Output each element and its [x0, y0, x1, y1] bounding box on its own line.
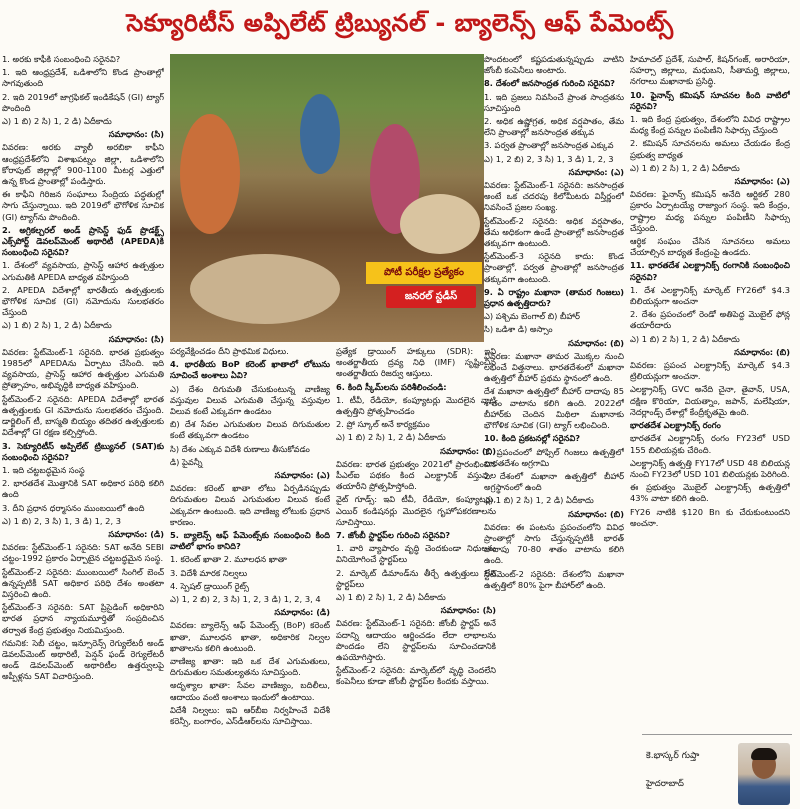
column-2	[170, 346, 330, 808]
answer: సమాధానం: (డి)	[274, 607, 330, 618]
avatar	[738, 743, 790, 805]
paragraph: 3. విదేశీ మారక నిల్వలు	[170, 567, 248, 578]
paragraph: సి) ఒడిశా డి) అస్సాం	[484, 324, 553, 335]
photo-shape	[300, 94, 340, 174]
paragraph: పొందటంలో కష్టపడుతున్నప్పుడు వాటిని జోంబీ కంపెనీలు అంటారు.	[484, 54, 624, 76]
paragraph: 2. అధిక ఉష్ణోగ్రత, అధిక వర్షపాతం, తేమ లేని ప్రాంతాల్లో జనసాంద్రత తక్కువ	[484, 116, 624, 138]
paragraph: విదేశీ నిల్వలు: ఇవి ఆర్‌బీఐ నిర్వహించే విదేశీ కరెన్సీ, బంగారం, ఎస్‌డీఆర్‌లను సూచిస్తాయి.	[170, 704, 330, 727]
paragraph: 1. ఇది ఆంధ్రప్రదేశ్, ఒడిశాలోని కొండ ప్రాంతాల్లో సాగవుతుంది	[2, 67, 164, 89]
paragraph: ఎ) 1 బి) 2 సి) 1, 2 డి) ఏదీకాదు	[484, 495, 594, 506]
column-3	[336, 346, 496, 808]
paragraph: దేశ మఖానా ఉత్పత్తిలో బీహార్ దాదాపు 85 శాతం వాటాను కలిగి ఉంది. 2022లో బీహార్‌కు చెందిన మిథిలా మఖానాకు భౌగోళిక సూచిక (GI) ట్యాగ్ లభించింది.	[484, 386, 624, 431]
paragraph: పర్యవేక్షించడం దీని ప్రాథమిక విధులు.	[170, 346, 289, 356]
paragraph: ఎ) 1, 2 బి) 2, 3 సి) 1, 3 డి) 1, 2, 3	[484, 153, 614, 164]
paragraph: వైట్ గూడ్స్: ఇవి టీవీ, రేడియో, కంప్యూటర్లు, ఎయిర్ కండిషనర్లు మొదలైన గృహోపకరణాలను సూచిస్తాయి.	[336, 494, 496, 527]
paragraph: 1. దేశ ఎలక్ట్రానిక్స్ మార్కెట్ FY26లో $4.3 బిలియన్లుగా అంచనా	[630, 284, 790, 307]
paragraph: 2. APEDA విదేశాల్లో భారతీయ ఉత్పత్తులకు భౌగోళిక సూచిక (GI) నమోదును సులభతరం చేస్తుంది	[2, 284, 164, 318]
paragraph: స్టేట్‌మెంట్-2 సరైనది: మార్కెట్‌లో వృద్ధి చెందలేని కంపెనీలు కూడా జోంబీ స్టార్టప్‌ల కిందకు వస్తాయి.	[336, 665, 496, 687]
paragraph: వివరణ: స్టేట్‌మెంట్-1 సరైనది: జనసాంద్రత అంటే ఒక చదరపు కిలోమీటరు విస్తీర్ణంలో నివసించే ప్రజల సంఖ్య.	[484, 180, 624, 213]
answer: సమాధానం: (సి)	[440, 605, 496, 616]
paragraph: FY26 నాటికి $120 Bn కు చేరుకుంటుందని అంచనా.	[630, 506, 790, 528]
question: 6. కింది స్కీమ్‌లను పరిశీలించండి:	[336, 381, 447, 392]
question: 4. భారతీయ BoP కరెంట్ ఖాతాలో లోటును సూచించే అంశాలు ఏవి?	[170, 359, 330, 381]
paragraph: వివరణ: స్టేట్‌మెంట్-1 సరైనది. భారత ప్రభుత్వం 1985లో APEDAను ఏర్పాటు చేసింది. ఇది వ్యవసాయ, ప్రాసెస్డ్ ఆహార ఉత్పత్తుల ఎగుమతి ప్రోత్సాహం, అభివృద్ధికి బాధ్యత వహిస్తుంది.	[2, 346, 164, 391]
paragraph: 1. టీవీ, రేడియో, కంప్యూటర్లు మొదలైన వాటి ఉత్పత్తిని ప్రోత్సహించడం	[336, 394, 496, 417]
subheading: భారతదేశ ఎలక్ట్రానిక్స్ రంగం	[630, 420, 721, 431]
paragraph: 2. భారతదేశ మొత్తానికి SAT అధికార పరిధి కలిగి ఉంది	[2, 478, 164, 500]
paragraph: స్టేట్‌మెంట్-2 సరైనది: దేశంలోని మఖానా ఉత్పత్తిలో 80% పైగా బీహార్‌లో ఉంది.	[484, 568, 624, 590]
column-4	[484, 54, 624, 808]
question: 10. ఫైనాన్స్ కమిషన్‌ సూచనల కింది వాటిలో సరైనవి?	[630, 89, 790, 111]
author-place: హైదరాబాద్	[646, 779, 684, 789]
paragraph: సి) దేశం ఎక్కువ విదేశీ రుణాలు తీసుకోవడం	[170, 443, 310, 454]
paragraph: ఈ కాఫీని గిరిజన సంఘాలు సేంద్రియ పద్ధతుల్లో సాగు చేస్తున్నాయి. ఇది 2019లో భౌగోళిక సూచిక (GI) ట్యాగ్‌ను పొందింది.	[2, 189, 164, 222]
answer: సమాధానం: (సి)	[108, 333, 164, 344]
paragraph: వివరణ: స్టేట్‌మెంట్-1 సరైనది: SAT అనేది SEBI చట్టం-1992 ప్రకారం ఏర్పాటైన చట్టబద్ధమైన సంస్థ.	[2, 542, 164, 564]
question: 2. అగ్రికల్చరల్ అండ్ ప్రాసెస్డ్ ఫుడ్ ప్రొడక్ట్స్ ఎక్స్‌పోర్ట్ డెవలప్‌మెంట్ అథారిటీ (APEDA)కి సంబంధించి సరైనవి?	[2, 224, 164, 258]
photo-shape	[400, 194, 480, 254]
author-name: కె.భాస్కర్ గుప్తా	[646, 751, 700, 761]
question: 5. బ్యాలెన్స్ ఆఫ్ పేమెంట్స్‌కు సంబంధించి కింది వాటిలో భాగం కానిది?	[170, 530, 330, 552]
photo-shape	[190, 254, 340, 324]
paragraph: వివరణ: ఫైనాన్స్ కమిషన్ అనేది ఆర్టికల్ 280 ప్రకారం ఏర్పాటయ్యే రాజ్యాంగ సంస్థ. ఇది కేంద్రం, రాష్ట్రాల మధ్య పన్నుల పంపిణీని సిఫార్సు చేస్తుంది.	[630, 189, 790, 233]
question: 11. భారతదేశ ఎలక్ట్రానిక్స్ రంగానికి సంబంధించి సరైనవి?	[630, 260, 790, 282]
page-title: సెక్యూరిటీస్ అప్పిలేట్ ట్రిబ్యునల్ - బ్యాలెన్స్ ఆఫ్ పేమెంట్స్	[126, 9, 674, 37]
paragraph: 3. పర్వత ప్రాంతాల్లో జనసాంద్రత ఎక్కువ	[484, 140, 614, 151]
avatar-hair	[751, 748, 777, 760]
paragraph: ఎలక్ట్రానిక్స్ GVC అనేది చైనా, తైవాన్, USA, దక్షిణ కొరియా, వియత్నాం, జపాన్, మలేషియా, నెదర్లాండ్స్ దేశాల్లో కేంద్రీకృతమై ఉంది.	[630, 384, 790, 417]
author-box	[642, 734, 792, 809]
paragraph: ఎ) దేశం దిగుమతి చేసుకుంటున్న వాణిజ్య వస్తువుల విలువ ఎగుమతి చేస్తున్న వస్తువుల విలువ కంటే ఎక్కువగా ఉండటం	[170, 383, 330, 417]
paragraph: 3. దీని ప్రధాన ధర్మాసనం ముంబయిలో ఉంది	[2, 502, 145, 513]
paragraph: డి) పైవన్నీ	[170, 456, 203, 467]
answer: సమాధానం: (ఎ)	[274, 470, 330, 481]
paragraph: వాణిజ్య ఖాతా: ఇది ఒక దేశ ఎగుమతులు, దిగుమతుల సమతుల్యతను సూచిస్తుంది.	[170, 656, 330, 678]
paragraph: 2. మార్కెట్ డిమాండ్‌ను తీర్చే ఉత్పత్తులు లేని స్టార్టప్‌లు	[336, 567, 496, 589]
paragraph: ఎ) పశ్చిమ బెంగాల్ బి) బీహార్	[484, 311, 580, 322]
paragraph: 1. వారి వ్యాపారం వృద్ధి చెందకుండా నిధులను వినియోగించే స్టార్టప్‌లు	[336, 543, 496, 565]
answer: సమాధానం: (ఎ)	[734, 176, 790, 187]
paragraph: వివరణ: ప్రపంచ ఎలక్ట్రానిక్స్ మార్కెట్ $4.3 ట్రిలియన్లుగా అంచనా.	[630, 360, 790, 382]
section-banner	[366, 262, 482, 316]
paragraph: స్టేట్‌మెంట్-2 సరైనది: అధిక వర్షపాతం, తేమ అధికంగా ఉండే ప్రాంతాల్లో జనసాంద్రత తక్కువగా ఉంటుంది.	[484, 215, 624, 249]
paragraph: స్టేట్‌మెంట్-3 సరైనది: SAT ప్రిసైడింగ్ అధికారిని భారత ప్రధాన న్యాయమూర్తితో సంప్రదించిన తర్వాత కేంద్ర ప్రభుత్వం నియమిస్తుంది.	[2, 602, 164, 635]
paragraph: వివరణ: బ్యాలెన్స్ ఆఫ్ పేమెంట్స్ (BoP) కరెంట్ ఖాతా, మూలధన ఖాతా, అధికారిక నిల్వల ఖాతాలను కలిగి ఉంటుంది.	[170, 620, 330, 653]
answer: సమాధానం: (బి)	[568, 508, 624, 519]
banner-line-1: పోటీ పరీక్షల ప్రత్యేకం	[366, 262, 482, 284]
photo-shape	[180, 114, 240, 234]
paragraph: ఎ) 1 బి) 2 సి) 1, 2 డి) ఏదీకాదు	[336, 432, 446, 443]
paragraph: గమనిక: సెబీ చట్టం, ఇన్సూరెన్స్ రెగ్యులేటరీ అండ్ డెవలప్‌మెంట్ అథారిటీ, పెన్షన్ ఫండ్ రెగ్యులేటరీ అండ్ డెవలప్‌మెంట్ అథారిటీల ఉత్తర్వులపై అప్పీళ్లను SAT విచారిస్తుంది.	[2, 637, 164, 682]
article-body	[0, 54, 800, 808]
paragraph: 2. ప్రో స్కూల్ అనే కార్యక్రమం	[336, 419, 430, 430]
paragraph: 2. దేశం ప్రపంచంలో రెండో అతిపెద్ద మొబైల్ ఫోన్ల తయారీదారు	[630, 309, 790, 331]
paragraph: ఎలక్ట్రానిక్స్ ఉత్పత్తి FY17లో USD 48 బిలియన్ల నుంచి FY23లో USD 101 బిలియన్లకు పెరిగింది.	[630, 457, 790, 479]
column-5	[630, 54, 790, 730]
question: 10. కింది ప్రకటనల్లో సరైనవి?	[484, 433, 581, 444]
question: 9. ఏ రాష్ట్రం మఖానా (తామర గింజలు) ప్రధాన ఉత్పత్తిదారు?	[484, 286, 624, 309]
paragraph: వివరణ: ఈ పంటను ప్రపంచంలోని వివిధ ప్రాంతాల్లో సాగు చేస్తున్నప్పటికీ భారత్ దాదాపు 70-80 శాతం వాటాను కలిగి ఉంది.	[484, 521, 624, 566]
paragraph: 1. అరకు కాఫీకి సంబంధించి సరైనవి?	[2, 54, 121, 64]
paragraph: వివరణ: భారత ప్రభుత్వం 2021లో ప్రారంభించిన పీఎల్‌ఐ పథకం కింద ఎలక్ట్రానిక్ వస్తువుల తయారీని ప్రోత్సహిస్తోంది.	[336, 458, 496, 492]
paragraph: 2. ఇది 2019లో జాగ్రఫికల్ ఇండికేషన్ (GI) ట్యాగ్‌ పొందింది	[2, 91, 164, 113]
answer: సమాధానం: (సి)	[108, 129, 164, 140]
column-1	[2, 54, 164, 808]
paragraph: 4. స్పెషల్ డ్రాయింగ్ రైట్స్	[170, 580, 249, 591]
paragraph: ప్రత్యేక డ్రాయింగ్ హక్కులు (SDR): ఇవి అంతర్జాతీయ ద్రవ్య నిధి (IMF) సృష్టించిన అంతర్జాతీయ రిజర్వు ఆస్తులు.	[336, 346, 496, 379]
paragraph: బి) దేశ సేవల ఎగుమతుల విలువ దిగుమతుల కంటే తక్కువగా ఉండటం	[170, 419, 330, 441]
answer: సమాధానం: (బి)	[440, 445, 496, 456]
paragraph: వివరణ: మఖానా తామర మొక్కల నుంచి లభించే విత్తనాలు. భారతదేశంలో మఖానా ఉత్పత్తిలో బీహార్ ప్రథమ స్థానంలో ఉంది.	[484, 350, 624, 384]
paragraph: 1. ఇది కేంద్ర ప్రభుత్వం, దేశంలోని వివిధ రాష్ట్రాల మధ్య కేంద్ర పన్నుల పంపిణీని సిఫార్సు చేస్తుంది	[630, 114, 790, 136]
paragraph: ఎ) 1, 2 బి) 2, 3 సి) 1, 2, 3 డి) 1, 2, 3, 4	[170, 594, 321, 605]
paragraph: ఎ) 1 బి) 2 సి) 1, 2 డి) ఏదీకాదు	[2, 320, 112, 331]
paragraph: వివరణ: కరెంట్ ఖాతా లోటు ఏర్పడినప్పుడు దిగుమతుల విలువ ఎగుమతుల విలువ కంటే ఎక్కువగా ఉంటుంది. ఇది వాణిజ్య లోటుకు ప్రధాన కారణం.	[170, 483, 330, 527]
answer: సమాధానం: (బి)	[568, 337, 624, 348]
question: 8. దేశంలో జనసాంద్రత గురించి సరైనవి?	[484, 78, 615, 89]
paragraph: 2. కమిషన్ సూచనలను అమలు చేయడం కేంద్ర ప్రభుత్వ బాధ్యత	[630, 138, 790, 160]
paragraph: 1. కరెంట్ ఖాతా 2. మూలధన ఖాతా	[170, 554, 287, 565]
paragraph: ఎ) 1 బి) 2 సి) 1, 2 డి) ఏదీకాదు	[630, 162, 740, 173]
paragraph: స్టేట్‌మెంట్-2 సరైనది: APEDA విదేశాల్లో భారత ఉత్పత్తులకు GI నమోదును సులభతరం చేస్తుంది. డార్జిలింగ్ టీ, బాస్మతి బియ్యం తదితర ఉత్పత్తులకు విదేశాల్లో GI రక్షణ కల్పిస్తోంది.	[2, 393, 164, 438]
paragraph: ఈ ప్రభుత్వం మొబైల్ ఎలక్ట్రానిక్స్ ఉత్పత్తిలో 43% వాటా కలిగి ఉంది.	[630, 482, 790, 504]
answer: సమాధానం: (బి)	[734, 346, 790, 357]
paragraph: 1. ఇది చట్టబద్ధమైన సంస్థ	[2, 464, 85, 475]
question: 7. జోంబీ స్టార్టప్‌ల గురించి సరైనవి?	[336, 530, 451, 541]
paragraph: వివరణ: స్టేట్‌మెంట్-1 సరైనది: జోంబీ స్టార్టప్ అనే పదాన్ని ఆదాయం ఆర్జించడం లేదా లాభాలను పొందడం లేని స్టార్టప్‌లను సూచించడానికి ఉపయోగిస్తారు.	[336, 618, 496, 663]
banner-line-2: జనరల్ స్టడీస్	[386, 286, 476, 308]
paragraph: స్టేట్‌మెంట్-3 సరైనది కాదు: కొండ ప్రాంతాల్లో, పర్వత ప్రాంతాల్లో జనసాంద్రత తక్కువగా ఉంటుంది.	[484, 251, 624, 284]
paragraph: భారతదేశ ఎలక్ట్రానిక్స్ రంగం FY23లో USD 155 బిలియన్లకు చేరింది.	[630, 433, 790, 455]
question: 3. సెక్యూరిటీస్ అప్పిలేట్ ట్రిబ్యునల్ (SAT)కు సంబంధించి సరైనవి?	[2, 440, 164, 462]
paragraph: ఎ) 1 బి) 2 సి) 1, 2 డి) ఏదీకాదు	[336, 592, 446, 603]
paragraph: హిమాచల్ ప్రదేశ్, సుపాల్, కిషన్‌గంజ్, అరారియా, సహర్సా జిల్లాలు, మధుబని, సీతామర్హి జిల్లాలు, నగరాలు మఖానాకు ప్రసిద్ధి.	[630, 54, 790, 87]
paragraph: 1. ప్రపంచంలో పోఫ్సిల్ గింజలు ఉత్పత్తిలో భారతదేశం అగ్రగామి	[484, 446, 624, 468]
paragraph: అదృశ్యాల ఖాతా: సేవల వాణిజ్యం, బదిలీలు, ఆదాయం వంటి అంశాలు ఇందులో ఉంటాయి.	[170, 680, 330, 702]
paragraph: 1. ఇది ప్రజలు నివసించే ప్రాంత సాంద్రతను సూచిస్తుంది	[484, 91, 624, 113]
paragraph: ఆర్థిక సంఘం చేసిన సూచనలు అమలు చేయాల్సిన బాధ్యత కేంద్రంపై ఉండదు.	[630, 236, 790, 258]
paragraph: ఎ) 1 బి) 2 సి) 1, 2 డి) ఏదీకాదు	[2, 116, 112, 127]
paragraph: 2. దేశంలో మఖానా ఉత్పత్తిలో బీహార్ అగ్రస్థానంలో ఉంది	[484, 470, 624, 493]
paragraph: ఎ) 1 బి) 2 సి) 1, 2 డి) ఏదీకాదు	[630, 333, 740, 344]
paragraph: వివరణ: అరకు వ్యాలీ అరబికా కాఫీని ఆంధ్రప్రదేశ్‌లోని విశాఖపట్నం జిల్లా, ఒడిశాలోని కోరాపుట్ జిల్లాల్లో 900-1100 మీటర్ల ఎత్తులో ఉన్న కొండ ప్రాంతాల్లో పండిస్తారు.	[2, 142, 164, 187]
paragraph: 1. దేశంలో వ్యవసాయ, ప్రాసెస్డ్ ఆహార ఉత్పత్తుల ఎగుమతికి APEDA బాధ్యత వహిస్తుంది	[2, 260, 164, 282]
answer: సమాధానం: (డి)	[108, 528, 164, 539]
paragraph: ఎ) 1 బి) 2, 3 సి) 1, 3 డి) 1, 2, 3	[2, 515, 121, 526]
answer: సమాధానం: (ఎ)	[568, 166, 624, 177]
paragraph: స్టేట్‌మెంట్-2 సరైనది: ముంబయిలో సింగిల్ బెంచ్ ఉన్నప్పటికీ SAT అధికార పరిధి దేశం అంతటా విస్తరించి ఉంది.	[2, 566, 164, 599]
